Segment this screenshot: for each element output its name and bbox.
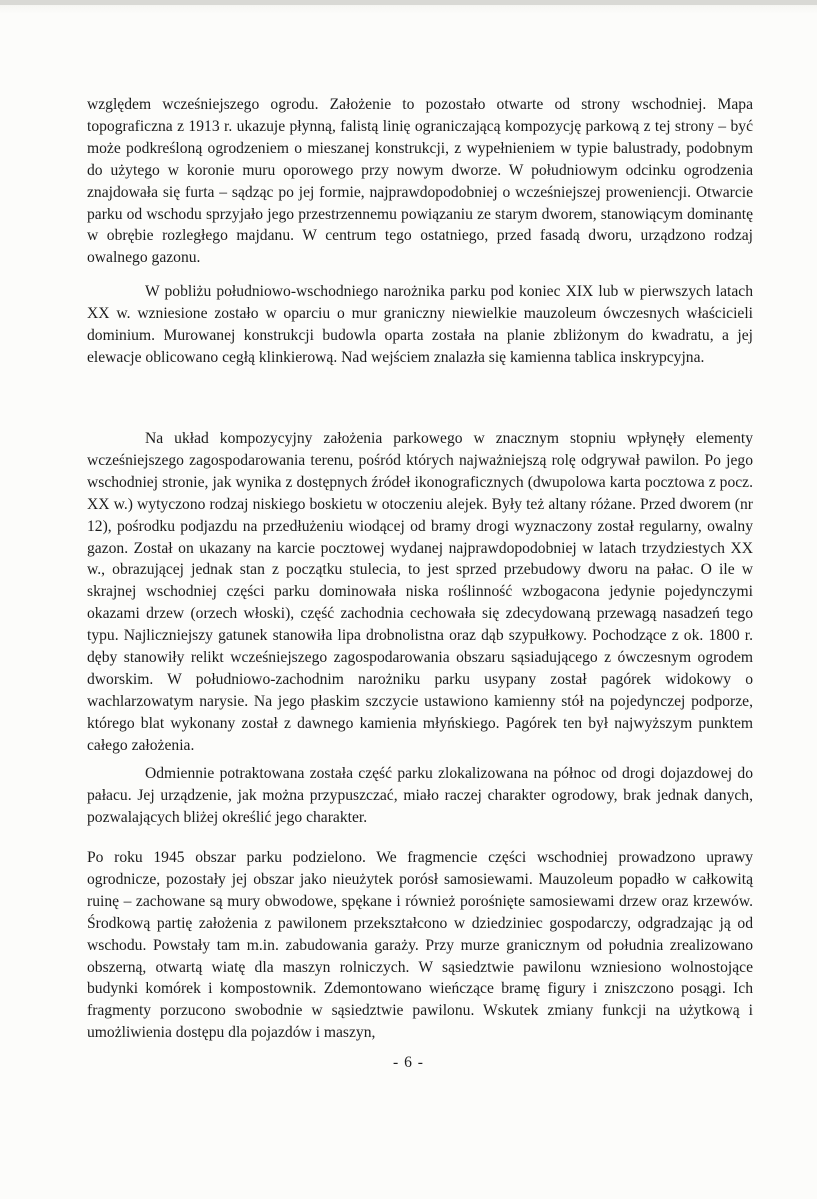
paragraph-3 xyxy=(87,428,753,757)
paragraph-2 xyxy=(87,281,753,369)
paragraph-4 xyxy=(87,763,753,829)
paragraph-text: względem wcześniejszego ogrodu. Założenie to pozostało otwarte od strony wschodniej. Mapa topograficzna z 1913 r. ukazuje płynną, falistą linię ograniczającą kompozycję parkową z tej strony – być może podkreśloną ogrodzeniem o mieszanej konstrukcji, z wypełnieniem w typie balustrady, podobnym do użytego w koronie muru oporowego przy nowym dworze. W południowym odcinku ogrodzenia znajdowała się furta – sądząc po jej formie, najprawdopodobniej o wcześniejszej proweniencji. Otwarcie parku od wschodu sprzyjało jego przestrzennemu powiązaniu ze starym dworem, stanowiącym dominantę w obrębie rozległego majdanu. W centrum tego ostatniego, przed fasadą dworu, urządzono rodzaj owalnego gazonu. xyxy=(87,96,753,267)
paragraph-text: Po roku 1945 obszar parku podzielono. We fragmencie części wschodniej prowadzono uprawy ogrodnicze, pozostały jej obszar jako nieużytek porósł samosiewami. Mauzoleum popadło w całkowitą ruinę – zachowane są mury obwodowe, spękane i również porośnięte samosiewami drzew oraz krzewów. Środkową partię założenia z pawilonem przekształcono w dziedziniec gospodarczy, odgradzając ją od wschodu. Powstały tam m.in. zabudowania garaży. Przy murze granicznym od południa zrealizowano obszerną, otwartą wiatę dla maszyn rolniczych. W sąsiedztwie pawilonu wzniesiono wolnostojące budynki komórek i kompostownik. Zdemontowano wieńczące bramę figury i zniszczono posągi. Ich fragmenty porzucono swobodnie w sąsiedztwie pawilonu. Wskutek zmiany funkcji na użytkową i umożliwienia dostępu dla pojazdów i maszyn, xyxy=(87,849,753,1042)
paragraph-text: Na układ kompozycyjny założenia parkowego w znacznym stopniu wpłynęły elementy wcześniejszego zagospodarowania terenu, pośród których najważniejszą rolę odgrywał pawilon. Po jego wschodniej stronie, jak wynika z dostępnych źródeł ikonograficznych (dwupolowa karta pocztowa z pocz. XX w.) wytyczono rodzaj niskiego boskietu w otoczeniu alejek. Były też altany różane. Przed dworem (nr 12), pośrodku podjazdu na przedłużeniu wiodącej od bramy drogi wyznaczony został regularny, owalny gazon. Został on ukazany na karcie pocztowej wydanej najprawdopodobniej w latach trzydziestych XX w., obrazującej jednak stan z początku stulecia, to jest sprzed przebudowy dworu na pałac. O ile w skrajnej wschodniej części parku dominowała niska roślinność wzbogacona jedynie pojedynczymi okazami drzew (orzech włoski), część zachodnia cechowała się zdecydowaną przewagą nasadzeń tego typu. Najliczniejszy gatunek stanowiła lipa drobnolistna oraz dąb szypułkowy. Pochodzące z ok. 1800 r. dęby stanowiły relikt wcześniejszego zagospodarowania obszaru sąsiadującego z ówczesnym ogrodem dworskim. W południowo-zachodnim narożniku parku usypany został pagórek widokowy o wachlarzowatym narysie. Na jego płaskim szczycie ustawiono kamienny stół na pojedynczej podporze, którego blat wykonany został z dawnego kamienia młyńskiego. Pagórek ten był najwyższym punktem całego założenia. xyxy=(87,430,753,754)
paragraph-text: W pobliżu południowo-wschodniego narożnika parku pod koniec XIX lub w pierwszych latach XX w. wzniesione zostało w oparciu o mur graniczny niewielkie mauzoleum ówczesnych właścicieli dominium. Murowanej konstrukcji budowla oparta została na planie zbliżonym do kwadratu, a jej elewacje oblicowano cegłą klinkierową. Nad wejściem znalazła się kamienna tablica inskrypcyjna. xyxy=(87,283,753,366)
scan-edge xyxy=(0,0,817,5)
paragraph-text: Odmiennie potraktowana została część parku zlokalizowana na północ od drogi dojazdowej do pałacu. Jej urządzenie, jak można przypuszczać, miało raczej charakter ogrodowy, brak jednak danych, pozwalających bliżej określić jego charakter. xyxy=(87,765,753,826)
paragraph-5 xyxy=(87,847,753,1044)
page-number: - 6 - xyxy=(393,1054,424,1071)
paragraph-1 xyxy=(87,94,753,269)
